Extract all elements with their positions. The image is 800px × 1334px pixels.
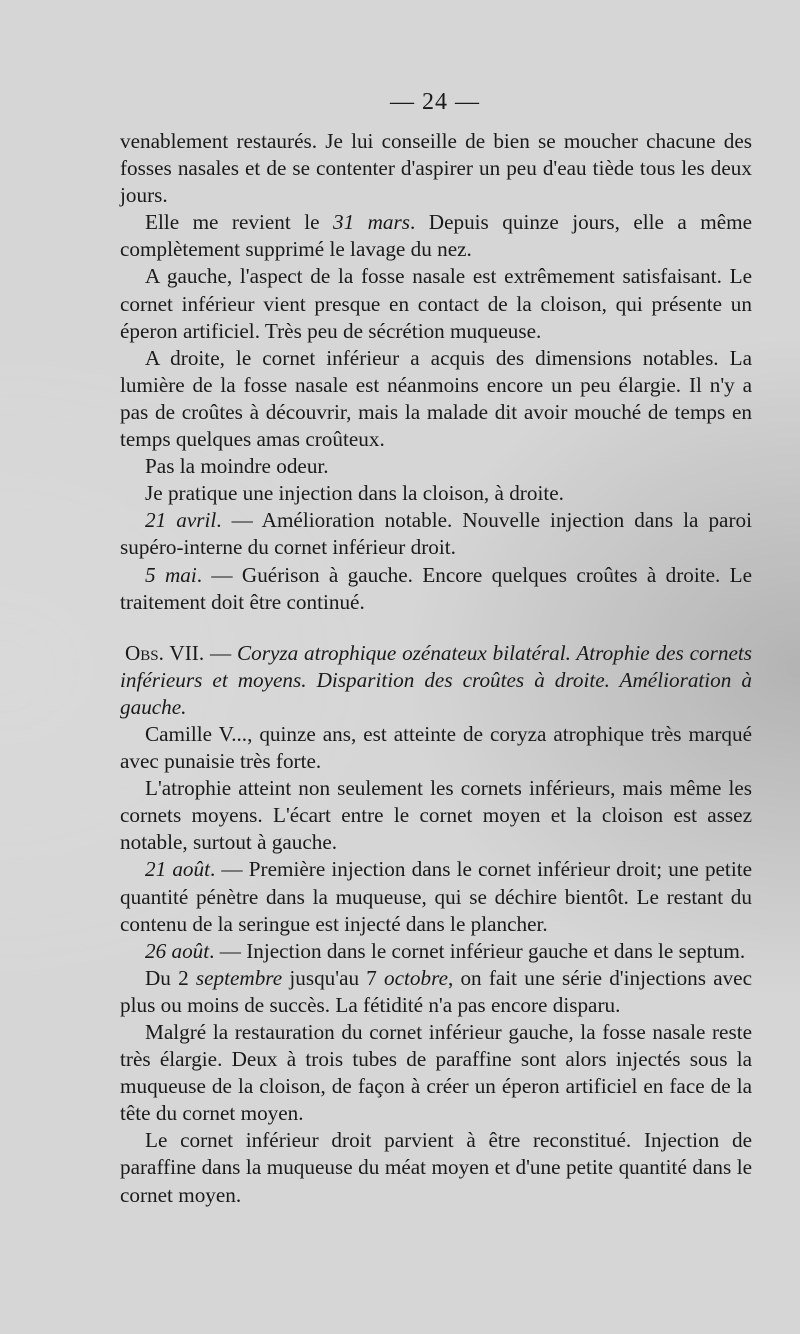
paragraph — [120, 209, 752, 263]
text-run: Elle me revient le — [145, 210, 333, 235]
text-run: Camille V..., quinze ans, est atteinte de coryza atrophique très marqué avec punaisie très forte. — [120, 721, 752, 774]
paragraph — [120, 507, 752, 561]
observation-heading — [120, 640, 752, 721]
page-number: — 24 — — [390, 89, 480, 115]
paragraph — [120, 480, 752, 507]
italic-run: 31 mars — [332, 210, 411, 235]
text-run: venablement restaurés. Je lui conseille de bien se moucher chacune des fosses nasales et de se contenter d'aspirer un peu d'eau tiède tous les deux jours. — [120, 129, 752, 208]
italic-run: 26 août — [145, 938, 210, 963]
text-run: . Depuis quinze jours, elle a même complètement supprimé le lavage du nez. — [120, 210, 752, 262]
text-run: Pas la moindre odeur. — [145, 454, 329, 479]
paragraph — [120, 721, 752, 775]
paragraph — [120, 1019, 752, 1127]
italic-run: octobre — [384, 965, 448, 990]
text-run: . — Guérison à gauche. Encore quelques croûtes à droite. Le traitement doit être continué. — [120, 562, 753, 614]
paragraph — [120, 1127, 752, 1208]
italic-run: Coryza atrophique ozénateux bilatéral. Atrophie des cornets inférieurs et moyens. Disparition des croûtes à droite. Amélioration à gauche. — [120, 640, 753, 719]
paragraph — [120, 965, 752, 1019]
paragraph — [120, 345, 752, 453]
paragraph — [120, 938, 752, 965]
italic-run: 21 avril — [145, 508, 217, 533]
text-run: . — Injection dans le cornet inférieur gauche et dans le septum. — [209, 938, 746, 963]
text-run: L'atrophie atteint non seulement les cornets inférieurs, mais même les cornets moyens. L'écart entre le cornet moyen et la cloison est assez notable, surtout à gauche. — [120, 776, 752, 855]
page-body — [120, 128, 752, 1209]
text-run: Je pratique une injection dans la cloison, à droite. — [145, 481, 564, 506]
paragraph — [120, 562, 752, 616]
small-caps-run: Obs — [125, 640, 159, 665]
text-run: A droite, le cornet inférieur a acquis des dimensions notables. La lumière de la fosse nasale est néanmoins encore un peu élargie. Il n'y a pas de croûtes à découvrir, mais la malade dit avoir mouché de temps en temps quelques amas croûteux. — [120, 345, 752, 452]
italic-run: septembre — [195, 965, 283, 990]
text-run: jusqu'au 7 — [282, 965, 385, 990]
paragraph — [120, 453, 752, 480]
text-run: . — Première injection dans le cornet inférieur droit; une petite quantité pénètre dans la muqueuse, qui se déchire bientôt. Le restant du contenu de la seringue est injecté dans le plancher. — [120, 857, 752, 936]
text-run: , on fait une série d'injections avec plus ou moins de succès. La fétidité n'a pas encore disparu. — [120, 965, 752, 1017]
text-run: A gauche, l'aspect de la fosse nasale est extrêmement satisfaisant. Le cornet inférieur vient presque en contact de la cloison, qui présente un éperon artificiel. Très peu de sécrétion muqueuse. — [120, 264, 752, 343]
italic-run: 21 août — [145, 857, 210, 882]
text-run: Le cornet inférieur droit parvient à être reconstitué. Injection de paraffine dans la muqueuse du méat moyen et d'une petite quantité dans le cornet moyen. — [120, 1128, 752, 1207]
text-run: . VII. — — [158, 640, 237, 665]
text-run: Du 2 — [145, 965, 196, 990]
paragraph — [120, 263, 752, 344]
text-run: . — Amélioration notable. Nouvelle injection dans la paroi supéro-interne du cornet inférieur droit. — [120, 508, 752, 560]
paragraph — [120, 128, 752, 209]
paragraph — [120, 856, 752, 937]
text-run: Malgré la restauration du cornet inférieur gauche, la fosse nasale reste très élargie. Deux à trois tubes de paraffine sont alors injectés sous la muqueuse de la cloison, de façon à créer un éperon artificiel en face de la tête du cornet moyen. — [120, 1020, 752, 1126]
paragraph — [120, 775, 752, 856]
italic-run: 5 mai — [145, 562, 197, 587]
